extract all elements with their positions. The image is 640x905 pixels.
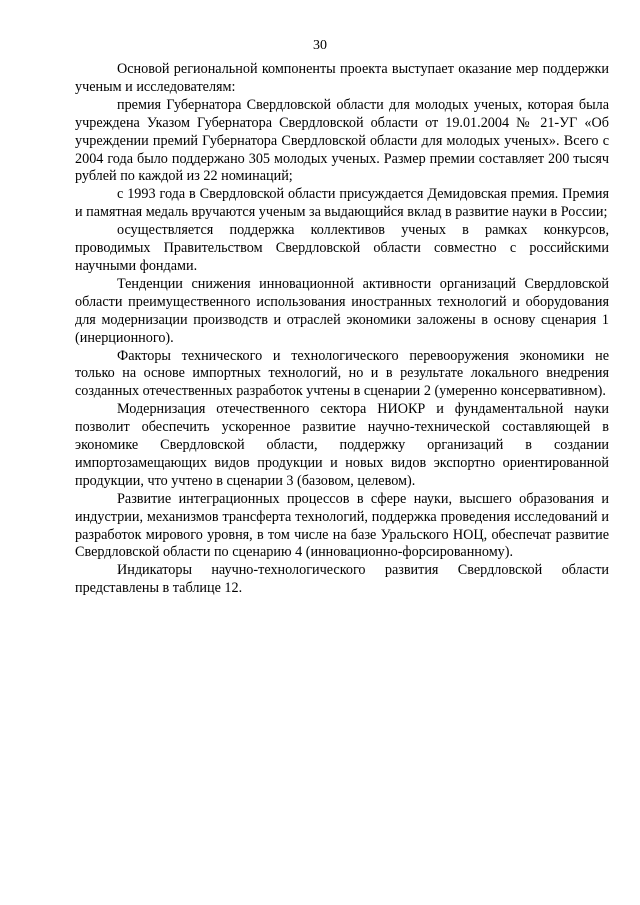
paragraph-governor-prize: премия Губернатора Свердловской области для молодых ученых, которая была учреждена Указом Губернатора Свердловской области от 19.01.2004 № 21-УГ «Об учреждении премий Губернатора Свердловской области для молодых ученых». Всего с 2004 года было поддержано 305 молодых ученых. Размер премии составляет 200 тысяч рублей по каждой из 22 номинаций; [75,96,609,185]
paragraph-indicators-reference: Индикаторы научно-технологического развития Свердловской области представлены в таблице 12. [75,562,609,597]
paragraph-support-measures-intro: Основой региональной компоненты проекта выступает оказание мер поддержки ученым и исследователям: [75,61,609,95]
paragraph-demidov-prize: с 1993 года в Свердловской области присуждается Демидовская премия. Премия и памятная медаль вручаются ученым за выдающийся вклад в развитие науки в России; [75,186,609,221]
paragraph-scenario-2: Факторы технического и технологического перевооружения экономики не только на основе импортных технологий, но и в результате локального внедрения созданных отечественных разработок учтены в сценарии 2 (умеренно консервативном). [75,347,609,400]
paragraph-collective-support: осуществляется поддержка коллективов ученых в рамках конкурсов, проводимых Правительством Свердловской области совместно с российскими научными фондами. [75,222,609,274]
paragraph-scenario-4: Развитие интеграционных процессов в сфере науки, высшего образования и индустрии, механизмов трансферта технологий, поддержка проведения исследований и разработок мирового уровня, в том числе на базе Уральского НОЦ, обеспечат развитие Свердловской области по сценарию 4 (инновационно-форсированному). [75,490,609,561]
document-body [75,61,609,598]
paragraph-scenario-1: Тенденции снижения инновационной активности организаций Свердловской области преимущественного использования иностранных технологий и оборудования для модернизации производств и отраслей экономики заложены в основу сценария 1 (инерционного). [75,275,609,346]
paragraph-scenario-3: Модернизация отечественного сектора НИОКР и фундаментальной науки позволит обеспечить ускоренное развитие научно-технической составляющей в экономике Свердловской области, поддержку организаций в создании импортозамещающих видов продукции и новых видов экспортно ориентированной продукции, что учтено в сценарии 3 (базовом, целевом). [75,401,609,489]
page-number: 30 [313,38,327,53]
